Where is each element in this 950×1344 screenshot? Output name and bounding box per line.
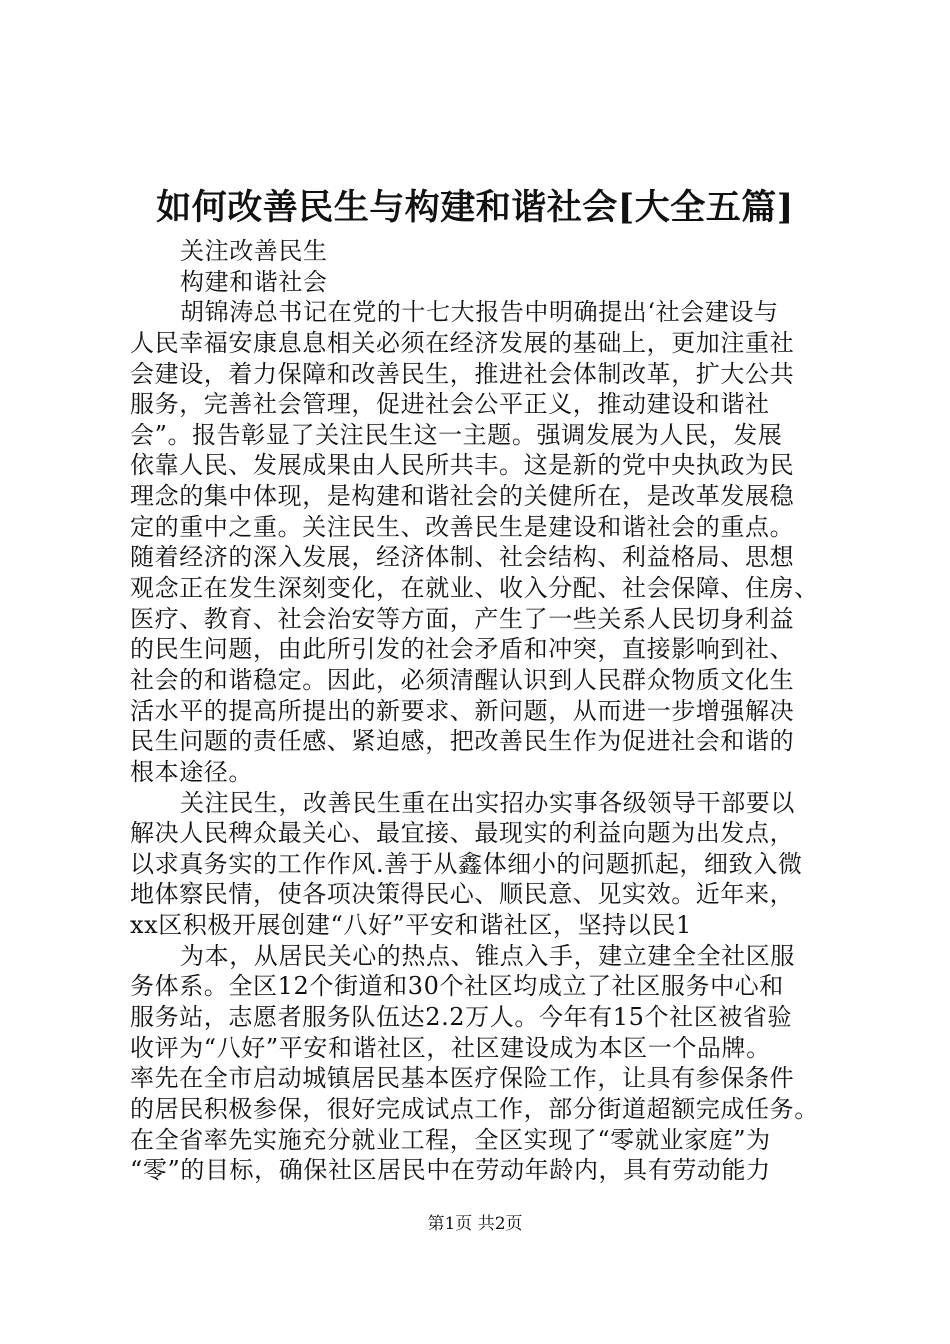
text-line: 的民生问题，由此所引发的社会矛盾和冲突，直接影响到社、	[130, 635, 795, 664]
text-line: 服务站，志愿者服务队伍达2.2万人。今年有15个社区被省验	[130, 1003, 793, 1032]
text-line: 构建和谐社会	[180, 267, 328, 296]
text-line: 关注改善民生	[180, 237, 328, 265]
text-line: 关注民生，改善民生重在出实招办实事各级领导干部要以	[180, 788, 795, 817]
text-line: 在全省率先实施充分就业工程，全区实现了“零就业家庭”为	[130, 1125, 771, 1154]
text-line: 以求真务实的工作作风.善于从鑫体细小的问题抓起，细致入微	[130, 849, 803, 878]
text-line: 服务，完善社会管理，促进社会公平正义，推动建设和谐社	[130, 390, 770, 419]
text-line: 为本，从居民关心的热点、锥点入手，建立建全全社区服	[180, 941, 795, 970]
document-title: 如何改善民生与构建和谐社会[大全五篇]	[156, 187, 794, 228]
text-line: 收评为“八好”平安和谐社区，社区建设成为本区一个品牌。	[130, 1033, 771, 1062]
text-line: xx区积极开展创建“八好”平安和谐社区，坚持以民1	[130, 911, 692, 940]
text-line: 民生问题的责任感、紧迫感，把改善民生作为促进社会和谐的	[130, 727, 795, 756]
text-line: 胡锦涛总书记在党的十七大报告中明确提出‘社会建设与	[180, 298, 779, 327]
text-line: 医疗、教育、社会治安等方面，产生了一些关系人民切身利益	[130, 604, 795, 633]
text-line: “零”的目标，确保社区居民中在劳动年龄内，具有劳动能力	[130, 1156, 771, 1185]
text-line: 会建设，着力保障和改善民生，推进社会体制改革，扩大公共	[130, 359, 795, 388]
text-line: 会”。报告彰显了关注民生这一主题。强调发展为人民，发展	[130, 420, 783, 449]
text-line: 依靠人民、发展成果由人民所共丰。这是新的党中央执政为民	[130, 451, 795, 480]
text-line: 理念的集中体现，是构建和谐社会的关健所在，是改革发展稳	[130, 482, 795, 511]
text-line: 的居民积极参保，很好完成试点工作，部分街道超额完成任务。	[130, 1094, 819, 1123]
page-footer: 第1页 共2页	[427, 1214, 523, 1234]
text-line: 社会的和谐稳定。因此，必须清醒认识到人民群众物质文化生	[130, 665, 795, 694]
text-line: 务体系。全区12个街道和30个社区均成立了社区服务中心和	[130, 972, 784, 1001]
text-line: 定的重中之重。关注民生、改善民生是建设和谐社会的重点。	[130, 512, 795, 541]
text-line: 率先在全市启动城镇居民基本医疗保险工作，让具有参保条件	[130, 1064, 795, 1093]
text-line: 随着经济的深入发展，经济体制、社会结构、利益格局、思想	[130, 543, 795, 572]
text-line: 观念正在发生深刻变化，在就业、收入分配、社会保障、住房、	[130, 574, 819, 603]
text-line: 解决人民稗众最关心、最宜接、最现实的利益向题为出发点，	[130, 819, 795, 848]
text-line: 活水平的提高所提出的新要求、新问题，从而进一步增强解决	[130, 696, 795, 725]
text-line: 人民幸福安康息息相关必须在经济发展的基础上，更加注重社	[130, 328, 795, 357]
text-line: 根本途径。	[130, 757, 253, 786]
document-body	[130, 236, 850, 1186]
text-line: 地体察民情，使各项决策得民心、顺民意、见实效。近年来，	[130, 880, 795, 909]
